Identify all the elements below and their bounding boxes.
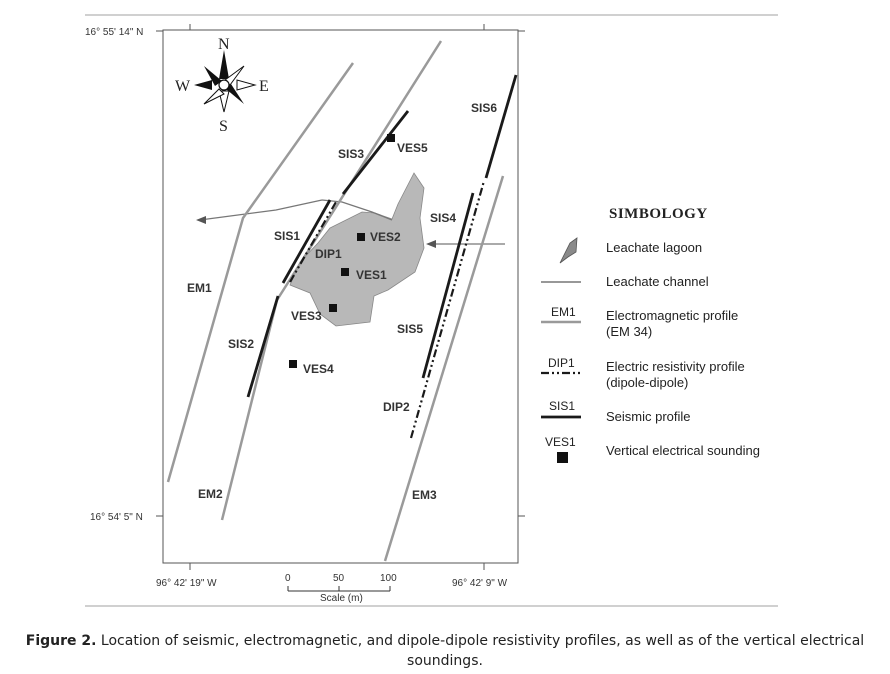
lon-left-label: 96° 42' 19" W xyxy=(156,578,217,589)
label-em1: EM1 xyxy=(187,281,212,295)
lat-bottom-label: 16° 54' 5" N xyxy=(90,512,143,523)
label-sis2: SIS2 xyxy=(228,337,255,351)
legend-dip-text: Electric resistivity profile xyxy=(606,359,745,374)
label-sis6: SIS6 xyxy=(471,101,498,115)
scale-bar xyxy=(288,586,390,591)
compass-rose-icon xyxy=(194,50,255,112)
label-ves1: VES1 xyxy=(356,268,387,282)
compass-e-label: E xyxy=(259,78,269,95)
ves1-marker xyxy=(341,268,349,276)
label-sis5: SIS5 xyxy=(397,322,424,336)
scale-tick-50: 50 xyxy=(333,573,345,584)
legend-ves-text: Vertical electrical sounding xyxy=(606,443,760,458)
lat-top-label: 16° 55' 14" N xyxy=(85,27,144,38)
legend-channel-text: Leachate channel xyxy=(606,274,709,289)
legend-ves-symbol xyxy=(557,452,568,463)
label-em2: EM2 xyxy=(198,487,223,501)
legend-em-text2: (EM 34) xyxy=(606,324,653,339)
sis6-line xyxy=(486,75,516,178)
legend-title: SIMBOLOGY xyxy=(609,206,708,222)
caption-text: Location of seismic, electromagnetic, and dipole-dipole resistivity profiles, as well as of the vertical electrical soundings. xyxy=(96,633,865,669)
channel-arrow-right xyxy=(426,240,436,248)
ves2-marker xyxy=(357,233,365,241)
ves4-marker xyxy=(289,360,297,368)
legend-dip-code: DIP1 xyxy=(548,356,575,370)
channel-arrow-left xyxy=(196,216,206,224)
ves3-marker xyxy=(329,304,337,312)
scale-tick-0: 0 xyxy=(285,573,291,584)
legend-lagoon-symbol xyxy=(560,238,577,263)
label-sis4: SIS4 xyxy=(430,211,457,225)
lon-right-label: 96° 42' 9" W xyxy=(452,578,508,589)
scale-label: Scale (m) xyxy=(320,593,363,604)
label-ves4: VES4 xyxy=(303,362,334,376)
compass-n-label: N xyxy=(218,36,230,53)
label-ves2: VES2 xyxy=(370,230,401,244)
label-sis3: SIS3 xyxy=(338,147,365,161)
label-dip2: DIP2 xyxy=(383,400,410,414)
legend-sis-code: SIS1 xyxy=(549,399,576,413)
label-em3: EM3 xyxy=(412,488,437,502)
caption-label: Figure 2. xyxy=(25,633,97,649)
compass-w-label: W xyxy=(175,78,191,95)
label-ves5: VES5 xyxy=(397,141,428,155)
ves5-marker xyxy=(387,134,395,142)
legend-em-code: EM1 xyxy=(551,305,576,319)
legend-lagoon-text: Leachate lagoon xyxy=(606,240,703,255)
legend-ves-code: VES1 xyxy=(545,435,576,449)
label-dip1: DIP1 xyxy=(315,247,342,261)
legend-dip-text2: (dipole-dipole) xyxy=(606,375,689,390)
legend-em-text: Electromagnetic profile xyxy=(606,308,739,323)
compass-s-label: S xyxy=(219,118,228,135)
label-ves3: VES3 xyxy=(291,309,322,323)
figure-caption xyxy=(20,631,870,671)
legend-sis-text: Seismic profile xyxy=(606,409,691,424)
scale-tick-100: 100 xyxy=(380,573,397,584)
label-sis1: SIS1 xyxy=(274,229,301,243)
